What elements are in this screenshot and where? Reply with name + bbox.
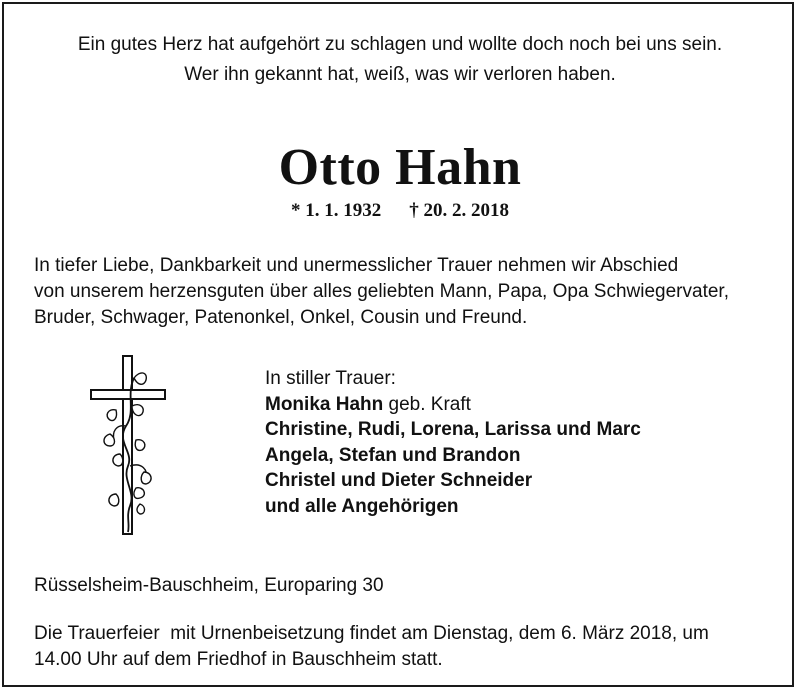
farewell-line-1: In tiefer Liebe, Dankbarkeit und unermesslicher Trauer nehmen wir Abschied xyxy=(34,255,679,276)
farewell-line-3: Bruder, Schwager, Patenonkel, Onkel, Cousin und Freund. xyxy=(34,307,528,328)
mourner-line-children: Christine, Rudi, Lorena, Larissa und Marc xyxy=(265,419,641,440)
mourner-line-relatives: Christel und Dieter Schneider xyxy=(265,470,533,491)
motto-line-2: Wer ihn gekannt hat, weiß, was wir verloren haben. xyxy=(184,64,616,85)
motto-line-1: Ein gutes Herz hat aufgehört zu schlagen und wollte doch noch bei uns sein. xyxy=(77,34,723,55)
funeral-line-1: Die Trauerfeier mit Urnenbeisetzung findet am Dienstag, dem 6. März 2018, um xyxy=(34,623,709,644)
life-dates xyxy=(0,198,800,224)
mourners-list xyxy=(265,366,641,519)
mourner-line-all: und alle Angehörigen xyxy=(265,495,459,517)
motto xyxy=(0,30,800,90)
funeral-info xyxy=(34,621,784,673)
spouse-maiden-name: geb. Kraft xyxy=(383,393,471,415)
spouse-name: Monika Hahn xyxy=(265,393,384,415)
death-date: † 20. 2. 2018 xyxy=(409,200,509,221)
farewell-line-2: von unserem herzensguten über alles geliebten Mann, Papa, Opa Schwiegervater, xyxy=(34,281,729,302)
funeral-line-2: 14.00 Uhr auf dem Friedhof in Bauschheim statt. xyxy=(34,649,443,670)
mourner-spouse xyxy=(265,392,641,418)
birth-date: * 1. 1. 1932 xyxy=(291,200,382,221)
mourner-line-family: Angela, Stefan und Brandon xyxy=(265,444,521,466)
mourners-heading: In stiller Trauer: xyxy=(265,368,396,389)
cross-with-ivy-icon xyxy=(86,354,170,538)
address: Rüsselsheim-Bauschheim, Europaring 30 xyxy=(34,575,384,596)
deceased-name: Otto Hahn xyxy=(278,139,522,196)
farewell-text xyxy=(34,253,784,331)
